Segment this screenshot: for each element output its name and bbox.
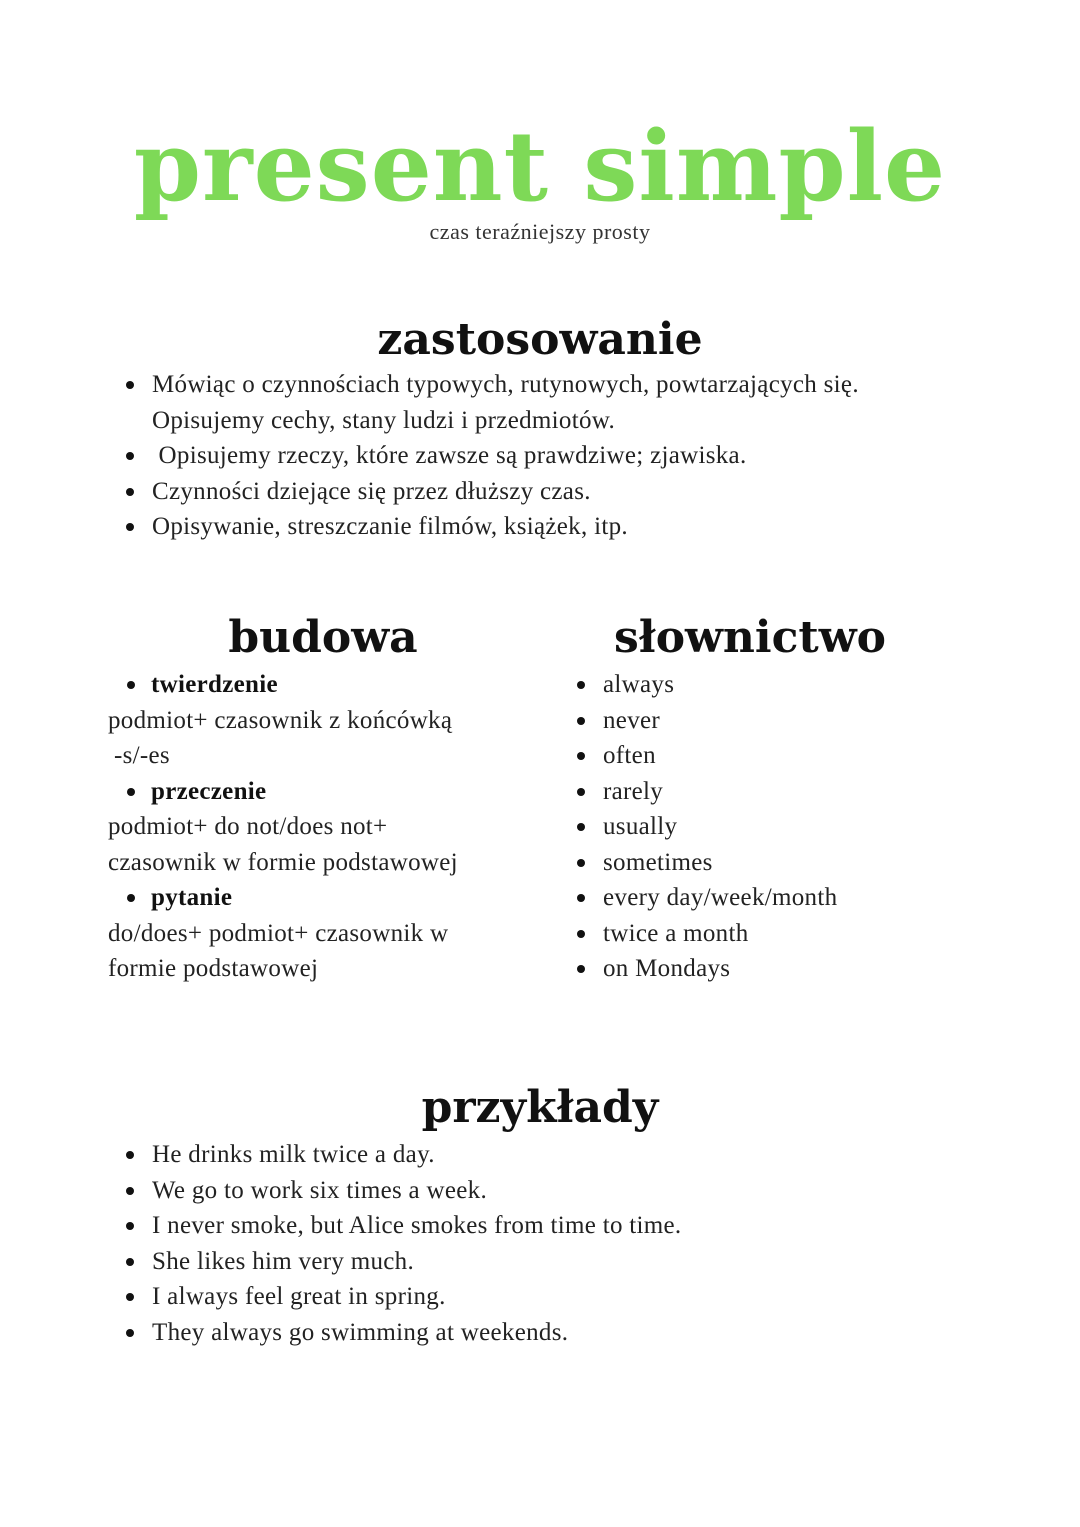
page-subtitle: czas teraźniejszy prosty bbox=[429, 219, 651, 244]
page-title: present simple bbox=[133, 110, 947, 223]
list-item: Opisujemy rzeczy, które zawsze są prawdziwe; zjawiska. bbox=[126, 438, 956, 474]
list-item: on Mondays bbox=[577, 951, 997, 987]
list-item: Czynności dziejące się przez dłuższy czas. bbox=[126, 474, 956, 510]
section-heading-zastosowanie: zastosowanie bbox=[377, 314, 703, 365]
list-item: every day/week/month bbox=[577, 880, 997, 916]
list-item: usually bbox=[577, 809, 997, 845]
budowa-item-twierdzenie: twierdzenie bbox=[108, 667, 538, 703]
list-item: Mówiąc o czynnościach typowych, rutynowych, powtarzających się. Opisujemy cechy, stany ludzi i przedmiotów. bbox=[126, 367, 956, 438]
list-item: twice a month bbox=[577, 916, 997, 952]
budowa-rule-text: do/does+ podmiot+ czasownik w bbox=[108, 919, 449, 947]
section-heading-slownictwo: słownictwo bbox=[614, 612, 886, 663]
list-item: I always feel great in spring. bbox=[126, 1279, 956, 1315]
list-item: She likes him very much. bbox=[126, 1244, 956, 1280]
section-heading-budowa: budowa bbox=[228, 612, 418, 663]
list-item: often bbox=[577, 738, 997, 774]
list-item: sometimes bbox=[577, 845, 997, 881]
budowa-rule-text: podmiot+ czasownik z końcówką bbox=[108, 706, 453, 734]
slownictwo-list bbox=[577, 667, 997, 987]
section-heading-przyklady: przykłady bbox=[421, 1082, 659, 1133]
zastosowanie-list bbox=[126, 367, 956, 545]
list-item: They always go swimming at weekends. bbox=[126, 1315, 956, 1351]
budowa-item-przeczenie: przeczenie bbox=[108, 774, 538, 810]
list-item: always bbox=[577, 667, 997, 703]
przyklady-list bbox=[126, 1137, 956, 1350]
budowa-rule-text: czasownik w formie podstawowej bbox=[108, 848, 458, 876]
budowa-rule-text: podmiot+ do not/does not+ bbox=[108, 813, 388, 840]
list-item: We go to work six times a week. bbox=[126, 1173, 956, 1209]
list-item: Opisywanie, streszczanie filmów, książek, itp. bbox=[126, 509, 956, 545]
list-item: never bbox=[577, 703, 997, 739]
budowa-rule-text: formie podstawowej bbox=[108, 955, 319, 982]
list-item: rarely bbox=[577, 774, 997, 810]
budowa-rule-text: -s/-es bbox=[114, 742, 170, 769]
list-item: He drinks milk twice a day. bbox=[126, 1137, 956, 1173]
budowa-block bbox=[108, 667, 538, 987]
budowa-item-pytanie: pytanie bbox=[108, 880, 538, 916]
list-item: I never smoke, but Alice smokes from time to time. bbox=[126, 1208, 956, 1244]
